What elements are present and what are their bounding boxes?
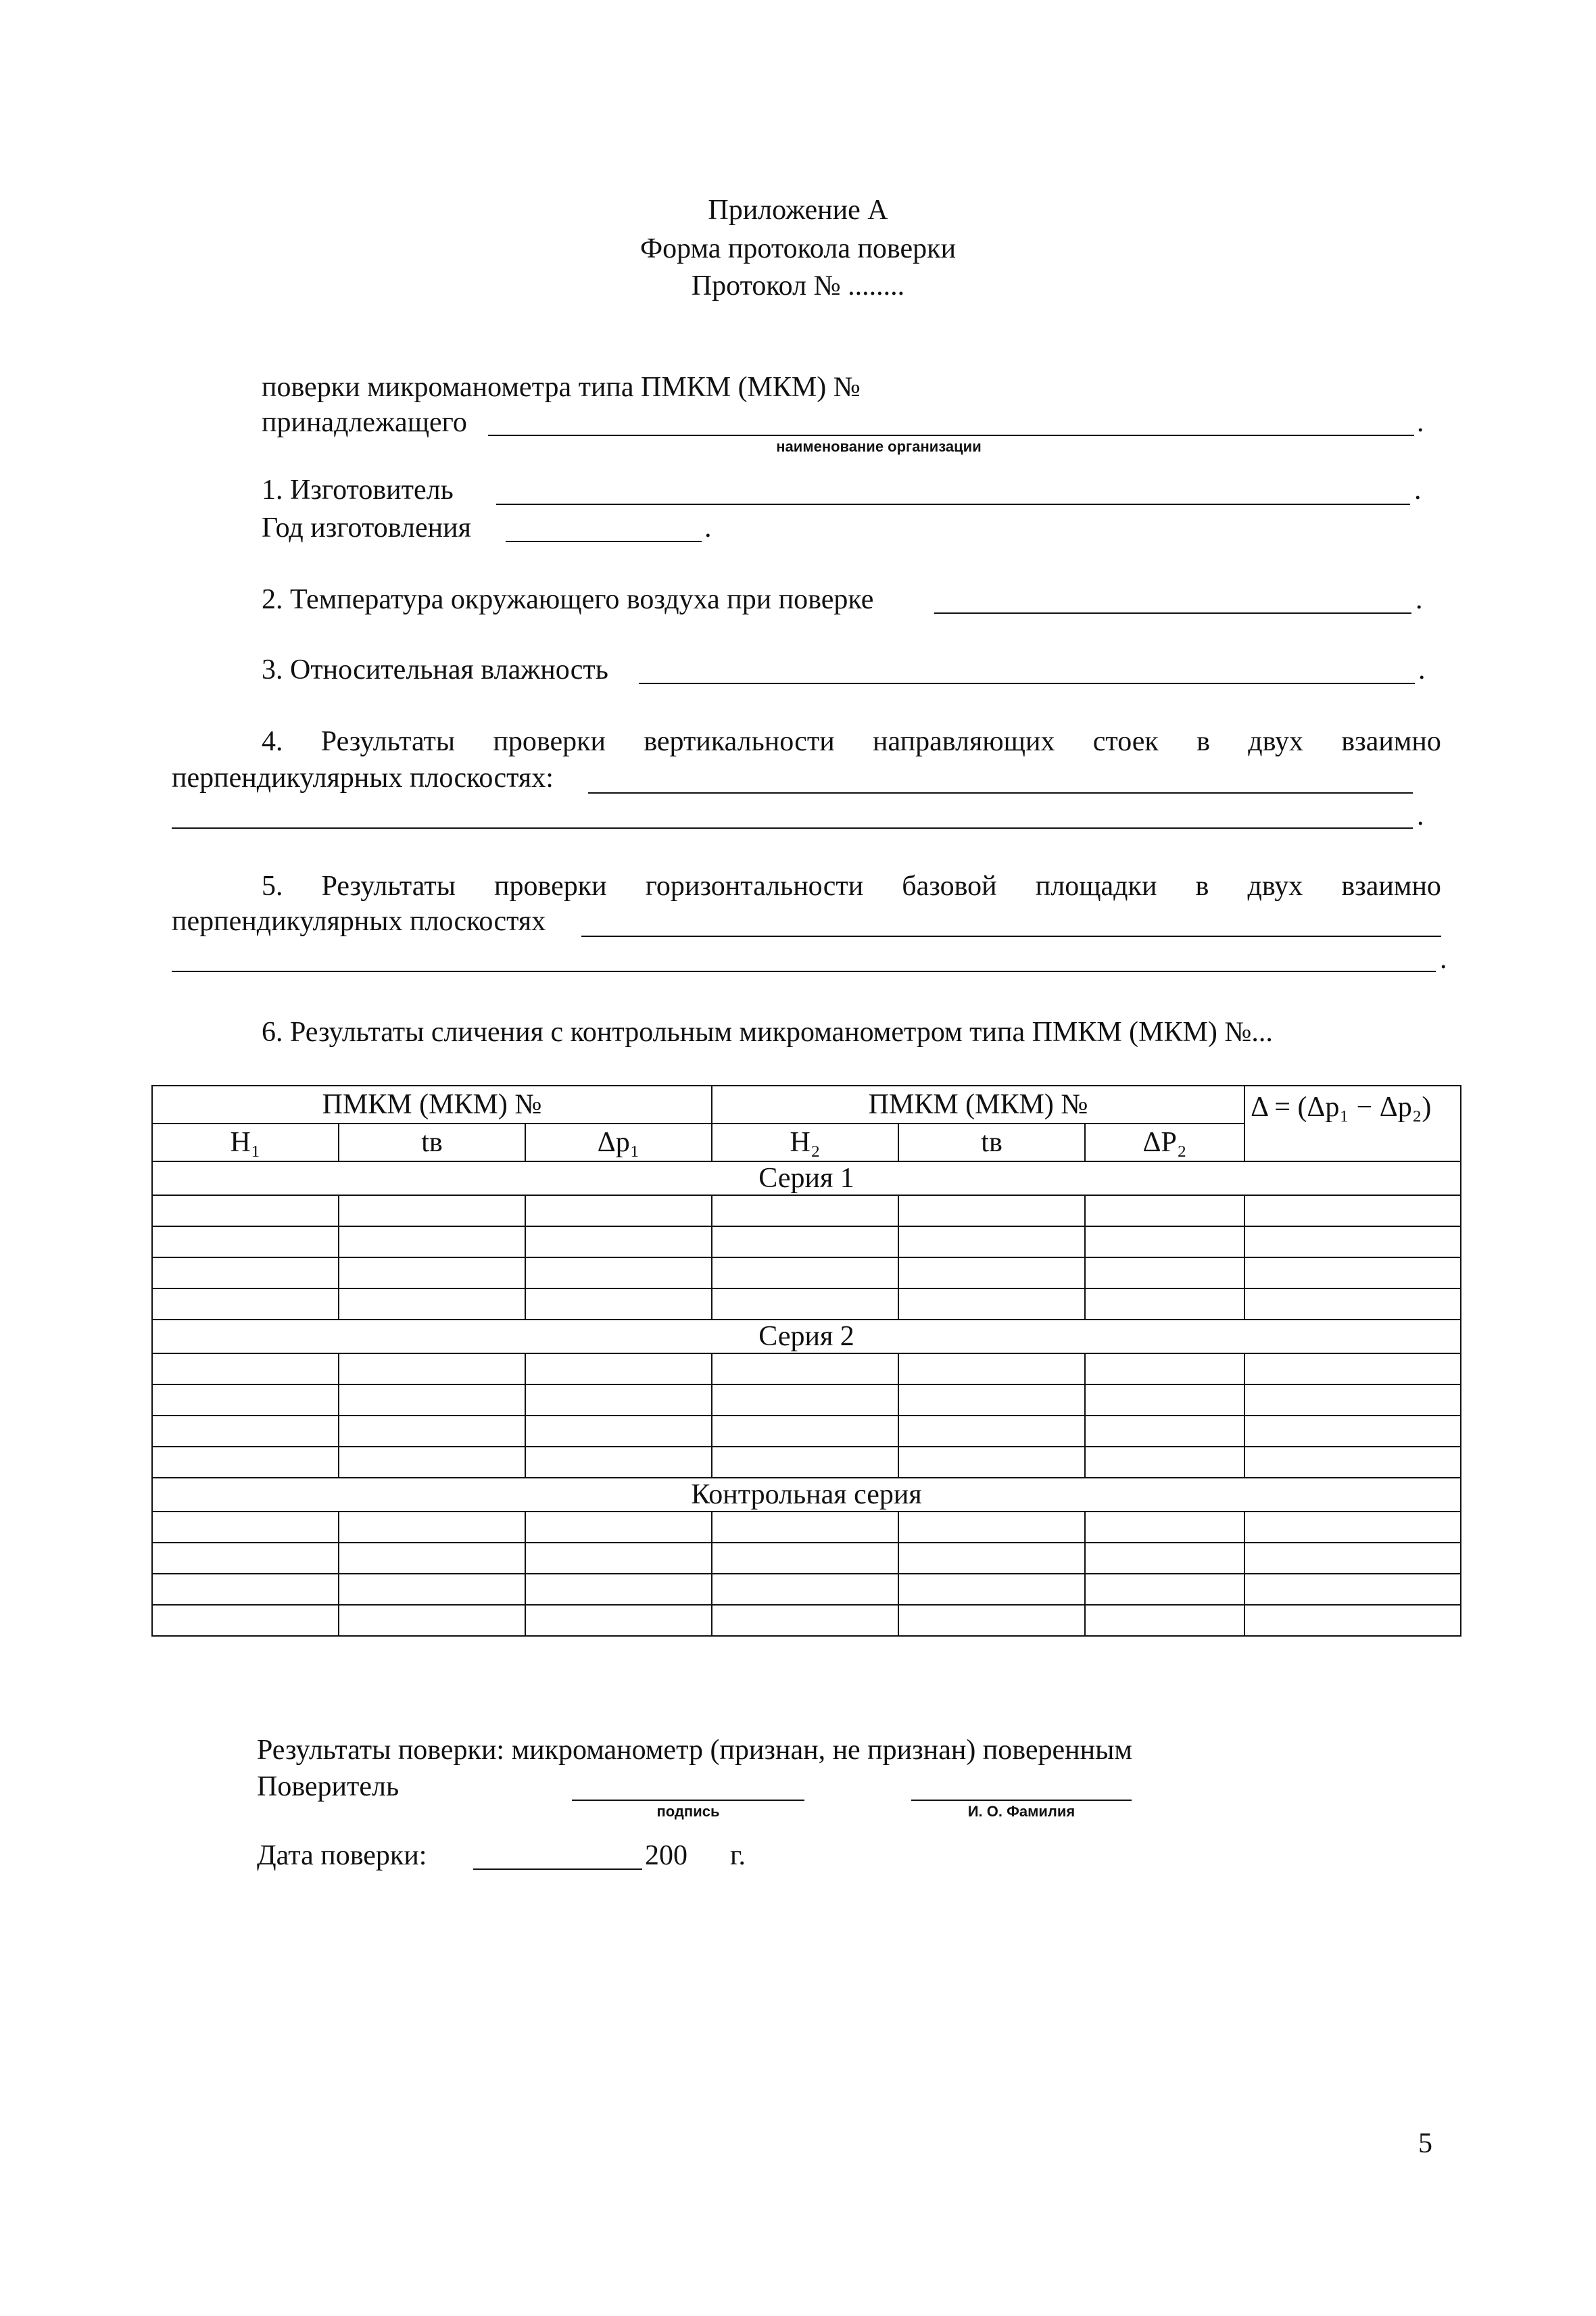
year-label: Год изготовления [262, 512, 471, 544]
signature-caption: подпись [656, 1803, 720, 1820]
group2-header: ПМКМ (МКМ) № [712, 1086, 1244, 1124]
item6-label: 6. Результаты сличения с контрольным микроманометром типа ПМКМ (МКМ) №... [262, 1017, 1273, 1048]
humidity-line[interactable] [639, 683, 1415, 684]
period: . [1418, 654, 1426, 685]
temperature-label: 2. Температура окружающего воздуха при поверке [262, 584, 874, 615]
period: . [1416, 584, 1423, 615]
intro-line: поверки микроманометра типа ПМКМ (МКМ) № [262, 372, 861, 403]
series-1-label: Серия 1 [152, 1161, 1461, 1195]
owner-line[interactable] [488, 435, 1414, 436]
table-row [152, 1384, 1461, 1416]
signature-line[interactable] [572, 1800, 804, 1801]
series-2-label: Серия 2 [152, 1320, 1461, 1353]
table-row [152, 1574, 1461, 1605]
date-suffix: г. [730, 1840, 746, 1871]
period: . [1417, 800, 1424, 831]
year-line[interactable] [506, 541, 702, 542]
item5-line2: перпендикулярных плоскостях [172, 906, 546, 937]
series-row [152, 1320, 1461, 1353]
table-row [152, 1353, 1461, 1384]
date-year: 200 [645, 1840, 687, 1871]
period: . [1440, 944, 1447, 975]
series-row [152, 1161, 1461, 1195]
item5-line1: 5. Результаты проверки горизонтальности базовой площадки в двух взаимно [262, 871, 1441, 902]
item4-fill-line[interactable] [588, 792, 1413, 794]
col-t2: tв [898, 1124, 1085, 1161]
date-label: Дата поверки: [257, 1840, 427, 1871]
table-row [152, 1543, 1461, 1574]
date-line[interactable] [473, 1868, 642, 1870]
item4-fill-line[interactable] [172, 827, 1413, 829]
table-row [152, 1226, 1461, 1257]
name-line[interactable] [911, 1800, 1132, 1801]
table-row [152, 1605, 1461, 1636]
item4-line2: перпендикулярных плоскостях: [172, 763, 554, 794]
table-row [152, 1447, 1461, 1478]
col-h2: H₂ [712, 1124, 898, 1161]
table-row [152, 1512, 1461, 1543]
table-row [152, 1195, 1461, 1226]
delta-header: Δ = (Δp₁ − Δp₂) [1244, 1086, 1461, 1161]
manufacturer-label: 1. Изготовитель [262, 475, 454, 506]
series-row [152, 1478, 1461, 1512]
item5-fill-line[interactable] [172, 971, 1436, 972]
protocol-number: Протокол № ........ [691, 270, 905, 301]
item5-fill-line[interactable] [581, 936, 1441, 937]
item4-line1: 4. Результаты проверки вертикальности направляющих стоек в двух взаимно [262, 726, 1441, 757]
col-t1: tв [339, 1124, 525, 1161]
group1-header: ПМКМ (МКМ) № [152, 1086, 712, 1124]
verifier-label: Поверитель [257, 1771, 400, 1802]
form-title: Форма протокола поверки [639, 233, 957, 264]
temperature-line[interactable] [934, 612, 1411, 614]
humidity-label: 3. Относительная влажность [262, 654, 608, 685]
col-dp1: Δp₁ [525, 1124, 712, 1161]
col-dp2: ΔP₂ [1085, 1124, 1244, 1161]
table-row [152, 1257, 1461, 1288]
col-h1: H₁ [152, 1124, 339, 1161]
appendix-title: Приложение А [708, 195, 888, 226]
name-caption: И. О. Фамилия [967, 1803, 1075, 1820]
period: . [1417, 407, 1424, 438]
control-series-label: Контрольная серия [152, 1478, 1461, 1512]
table-header-row [152, 1086, 1461, 1124]
owner-label: принадлежащего [262, 407, 467, 438]
manufacturer-line[interactable] [496, 504, 1410, 505]
table-row [152, 1288, 1461, 1320]
page-number: 5 [1418, 2128, 1432, 2159]
period: . [1414, 475, 1422, 506]
result-line: Результаты поверки: микроманометр (признан, не признан) поверенным [257, 1735, 1132, 1766]
comparison-table [151, 1085, 1461, 1637]
table-row [152, 1416, 1461, 1447]
owner-caption: наименование организации [776, 438, 982, 455]
period: . [704, 512, 712, 544]
